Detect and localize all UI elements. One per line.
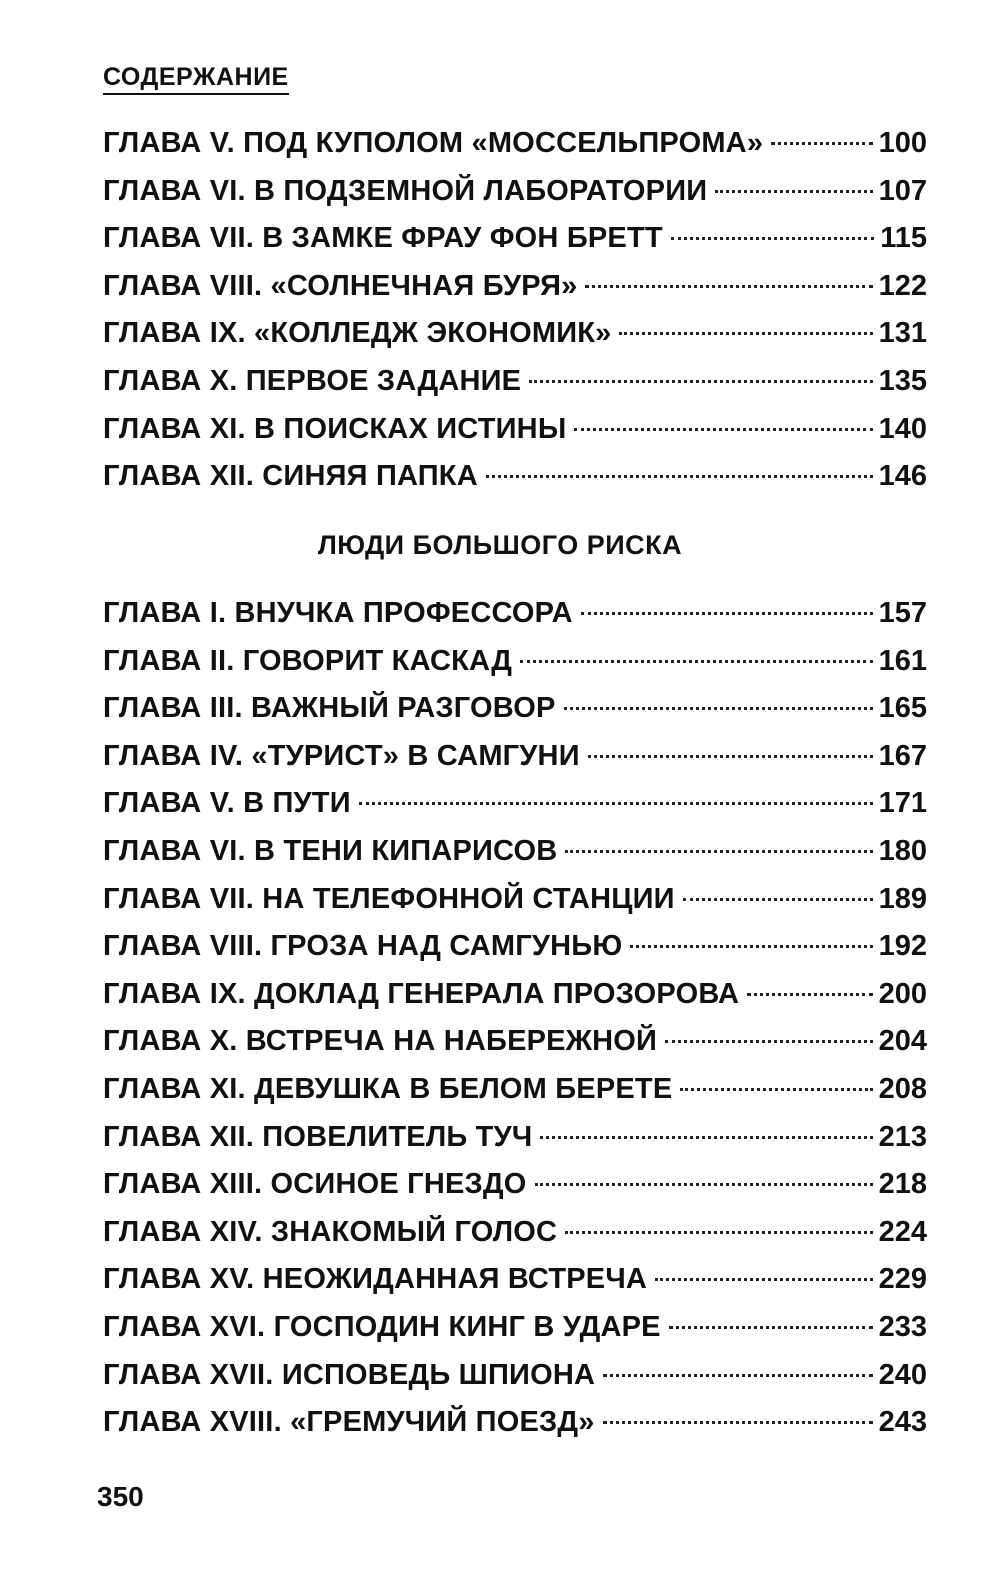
toc-entry-page: 180 xyxy=(878,834,927,867)
toc-entry-page: 229 xyxy=(878,1263,927,1296)
dot-leader xyxy=(603,1374,872,1377)
toc-entry-page: 107 xyxy=(878,174,927,207)
toc-entry-title: ГЛАВА XII. ПОВЕЛИТЕЛЬ ТУЧ xyxy=(103,1120,533,1153)
dot-leader xyxy=(564,707,873,710)
toc-entry-title: ГЛАВА XII. СИНЯЯ ПАПКА xyxy=(103,460,478,493)
running-head: СОДЕРЖАНИЕ xyxy=(103,62,289,95)
toc-entry xyxy=(103,780,927,828)
toc-entry-title: ГЛАВА I. ВНУЧКА ПРОФЕССОРА xyxy=(103,597,573,629)
toc-entry-page: 218 xyxy=(878,1168,927,1201)
toc-entry-page: 240 xyxy=(878,1358,927,1391)
dot-leader xyxy=(588,755,873,758)
dot-leader xyxy=(359,802,873,805)
dot-leader xyxy=(680,1088,872,1091)
toc-entry-page: 140 xyxy=(878,412,927,445)
toc-entry-page: 167 xyxy=(878,739,927,772)
section-title: ЛЮДИ БОЛЬШОГО РИСКА xyxy=(317,530,683,560)
dot-leader xyxy=(565,850,872,853)
toc-entry xyxy=(103,215,927,263)
toc-entry-page: 157 xyxy=(878,597,927,629)
toc-entry-title: ГЛАВА IV. «ТУРИСТ» В САМГУНИ xyxy=(103,739,580,772)
toc-entry xyxy=(103,590,927,638)
toc-entry xyxy=(103,638,927,686)
toc-entry-page: 165 xyxy=(878,692,927,725)
toc-entry xyxy=(103,828,927,876)
toc-entry-page: 122 xyxy=(878,269,927,302)
dot-leader xyxy=(771,142,872,145)
toc-entry xyxy=(103,1304,927,1352)
toc-entry xyxy=(103,1209,927,1257)
toc-entry-page: 213 xyxy=(878,1120,927,1153)
dot-leader xyxy=(619,332,872,335)
toc-entry-page: 208 xyxy=(878,1072,927,1105)
toc-entry xyxy=(103,263,927,311)
toc-entry xyxy=(103,1352,927,1400)
toc-entry xyxy=(103,310,927,358)
toc-entry-title: ГЛАВА VII. НА ТЕЛЕФОННОЙ СТАНЦИИ xyxy=(103,882,675,915)
dot-leader xyxy=(520,660,872,663)
toc-entry-title: ГЛАВА VII. В ЗАМКЕ ФРАУ ФОН БРЕТТ xyxy=(103,222,663,255)
toc-entry xyxy=(103,406,927,454)
toc-entry-title: ГЛАВА IX. «КОЛЛЕДЖ ЭКОНОМИК» xyxy=(103,317,612,350)
toc-entry-title: ГЛАВА X. ПЕРВОЕ ЗАДАНИЕ xyxy=(103,364,522,397)
toc-entry-title: ГЛАВА XI. ДЕВУШКА В БЕЛОМ БЕРЕТЕ xyxy=(103,1072,673,1105)
toc-entry xyxy=(103,168,927,216)
toc-entry xyxy=(103,1161,927,1209)
toc-entry-page: 243 xyxy=(878,1406,927,1439)
dot-leader xyxy=(535,1183,873,1186)
toc-entry xyxy=(103,685,927,733)
toc-entry-page: 224 xyxy=(878,1215,927,1248)
toc-list-part1 xyxy=(103,120,927,501)
dot-leader xyxy=(671,237,874,240)
dot-leader xyxy=(665,1040,873,1043)
toc-entry-page: 204 xyxy=(878,1025,927,1058)
dot-leader xyxy=(669,1326,873,1329)
toc-entry-page: 189 xyxy=(878,882,927,915)
toc-entry xyxy=(103,120,927,168)
toc-entry-page: 233 xyxy=(878,1310,927,1343)
toc-entry-page: 192 xyxy=(878,930,927,963)
toc-entry-title: ГЛАВА III. ВАЖНЫЙ РАЗГОВОР xyxy=(103,692,556,725)
toc-entry-page: 161 xyxy=(878,644,927,677)
toc-entry xyxy=(103,923,927,971)
toc-entry xyxy=(103,1399,927,1447)
toc-entry xyxy=(103,971,927,1019)
toc-entry-title: ГЛАВА II. ГОВОРИТ КАСКАД xyxy=(103,644,513,677)
toc-entry-page: 131 xyxy=(878,317,927,350)
dot-leader xyxy=(747,993,872,996)
dot-leader xyxy=(630,945,872,948)
toc-entry-title: ГЛАВА VI. В ТЕНИ КИПАРИСОВ xyxy=(103,834,558,867)
toc-entry-title: ГЛАВА XIV. ЗНАКОМЫЙ ГОЛОС xyxy=(103,1215,558,1248)
toc-entry-page: 171 xyxy=(878,787,927,820)
dot-leader xyxy=(540,1136,872,1139)
toc-entry-title: ГЛАВА IX. ДОКЛАД ГЕНЕРАЛА ПРОЗОРОВА xyxy=(103,977,740,1010)
toc-entry-page: 146 xyxy=(878,460,927,493)
dot-leader xyxy=(574,428,872,431)
toc-entry-title: ГЛАВА XVII. ИСПОВЕДЬ ШПИОНА xyxy=(103,1358,596,1391)
dot-leader xyxy=(486,475,873,478)
toc-entry-title: ГЛАВА V. ПОД КУПОЛОМ «МОССЕЛЬПРОМА» xyxy=(103,127,764,159)
dot-leader xyxy=(565,1231,872,1234)
page-number: 350 xyxy=(97,1481,144,1512)
toc-entry-title: ГЛАВА XI. В ПОИСКАХ ИСТИНЫ xyxy=(103,412,567,445)
dot-leader xyxy=(683,898,873,901)
toc-entry-title: ГЛАВА VIII. ГРОЗА НАД САМГУНЬЮ xyxy=(103,930,623,963)
dot-leader xyxy=(603,1421,873,1424)
toc-entry-page: 135 xyxy=(878,364,927,397)
toc-entry-title: ГЛАВА VIII. «СОЛНЕЧНАЯ БУРЯ» xyxy=(103,269,578,302)
toc-entry xyxy=(103,358,927,406)
toc-entry-title: ГЛАВА XVI. ГОСПОДИН КИНГ В УДАРЕ xyxy=(103,1310,661,1343)
toc-entry xyxy=(103,1018,927,1066)
toc-entry xyxy=(103,1114,927,1162)
toc-entry xyxy=(103,1256,927,1304)
toc-entry xyxy=(103,453,927,501)
toc-entry xyxy=(103,1066,927,1114)
toc-entry-title: ГЛАВА XVIII. «ГРЕМУЧИЙ ПОЕЗД» xyxy=(103,1406,595,1439)
dot-leader xyxy=(715,190,872,193)
dot-leader xyxy=(655,1278,873,1281)
toc-entry-page: 100 xyxy=(878,127,927,159)
toc-entry xyxy=(103,876,927,924)
dot-leader xyxy=(585,285,872,288)
toc-entry-title: ГЛАВА V. В ПУТИ xyxy=(103,787,351,820)
toc-entry-page: 200 xyxy=(878,977,927,1010)
toc-entry-title: ГЛАВА X. ВСТРЕЧА НА НАБЕРЕЖНОЙ xyxy=(103,1025,658,1058)
toc-list-part2 xyxy=(103,590,927,1447)
toc-entry-title: ГЛАВА XV. НЕОЖИДАННАЯ ВСТРЕЧА xyxy=(103,1263,648,1296)
toc-entry-title: ГЛАВА XIII. ОСИНОЕ ГНЕЗДО xyxy=(103,1168,527,1201)
toc-entry xyxy=(103,733,927,781)
dot-leader xyxy=(581,612,873,615)
dot-leader xyxy=(529,380,872,383)
toc-entry-page: 115 xyxy=(880,222,927,255)
toc-entry-title: ГЛАВА VI. В ПОДЗЕМНОЙ ЛАБОРАТОРИИ xyxy=(103,174,708,207)
